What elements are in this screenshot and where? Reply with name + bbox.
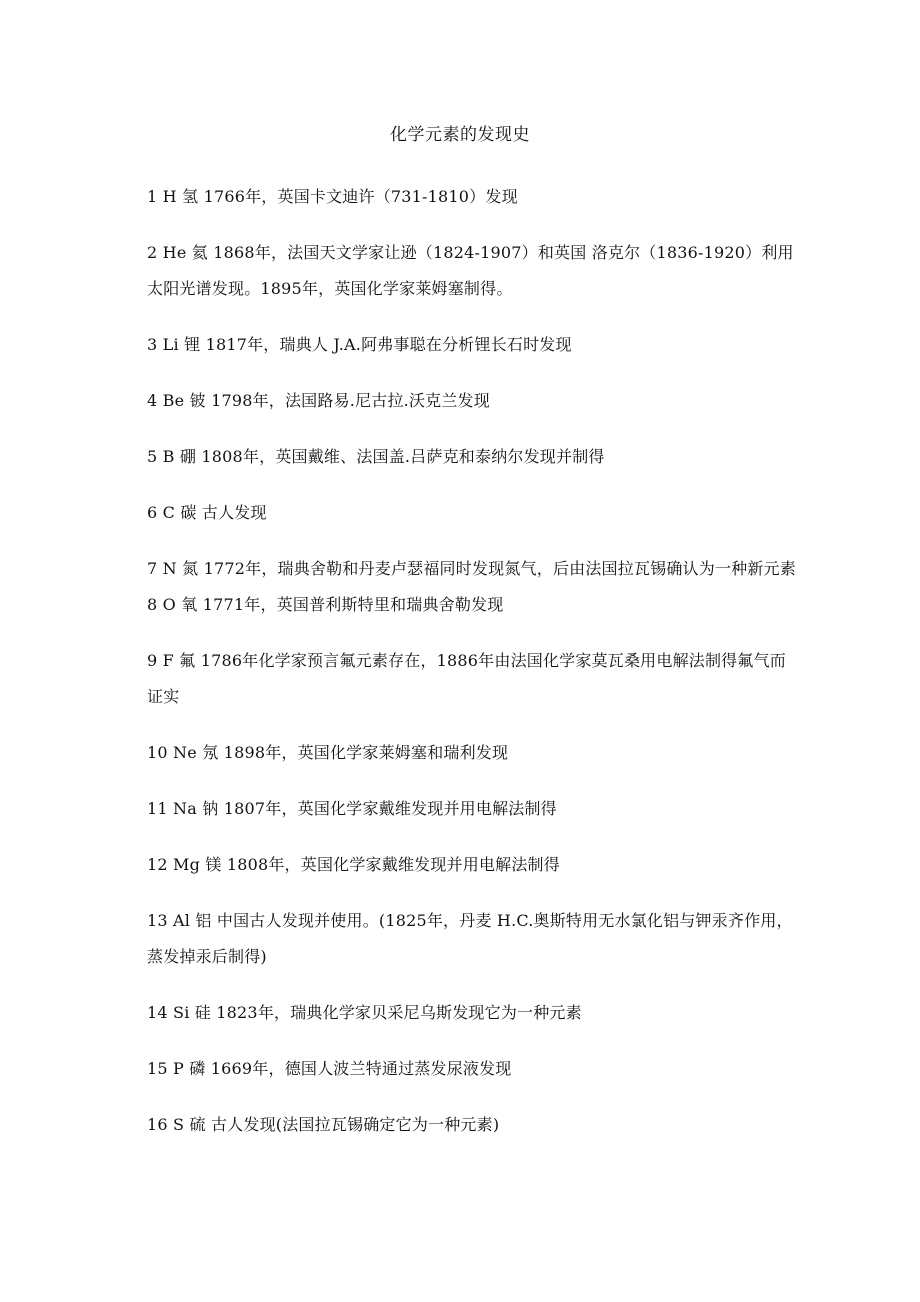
element-entry-list [147, 179, 797, 1163]
element-entry-al: 13 Al 铝 中国古人发现并使用。(1825年，丹麦 H.C.奥斯特用无水氯化铝与钾汞齐作用，蒸发掉汞后制得) [147, 911, 793, 966]
element-entry-li: 3 Li 锂 1817年，瑞典人 J.A.阿弗事聪在分析锂长石时发现 [147, 335, 572, 354]
element-entry-he: 2 He 氦 1868年，法国天文学家让逊（1824-1907）和英国 洛克尔（1836-1920）利用太阳光谱发现。1895年，英国化学家莱姆塞制得。 [147, 243, 794, 298]
element-entry-s: 16 S 硫 古人发现(法国拉瓦锡确定它为一种元素) [147, 1115, 500, 1134]
element-entry-ne: 10 Ne 氖 1898年，英国化学家莱姆塞和瑞利发现 [147, 743, 509, 762]
element-entry-n-o: 7 N 氮 1772年，瑞典舍勒和丹麦卢瑟福同时发现氮气，后由法国拉瓦锡确认为一种新元素 8 O 氧 1771年，英国普利斯特里和瑞典舍勒发现 [147, 559, 796, 614]
element-entry-si: 14 Si 硅 1823年，瑞典化学家贝采尼乌斯发现它为一种元素 [147, 1003, 582, 1022]
document-title: 化学元素的发现史 [390, 125, 530, 145]
element-entry-f: 9 F 氟 1786年化学家预言氟元素存在，1886年由法国化学家莫瓦桑用电解法制得氟气而证实 [147, 651, 786, 706]
element-entry-mg: 12 Mg 镁 1808年，英国化学家戴维发现并用电解法制得 [147, 855, 560, 874]
element-entry-na: 11 Na 钠 1807年，英国化学家戴维发现并用电解法制得 [147, 799, 557, 818]
element-entry-h: 1 H 氢 1766年，英国卡文迪许（731-1810）发现 [147, 187, 518, 206]
element-entry-be: 4 Be 铍 1798年，法国路易.尼古拉.沃克兰发现 [147, 391, 490, 410]
element-entry-b: 5 B 硼 1808年，英国戴维、法国盖.吕萨克和泰纳尔发现并制得 [147, 447, 605, 466]
element-entry-c: 6 C 碳 古人发现 [147, 503, 267, 522]
element-entry-p: 15 P 磷 1669年，德国人波兰特通过蒸发尿液发现 [147, 1059, 512, 1078]
